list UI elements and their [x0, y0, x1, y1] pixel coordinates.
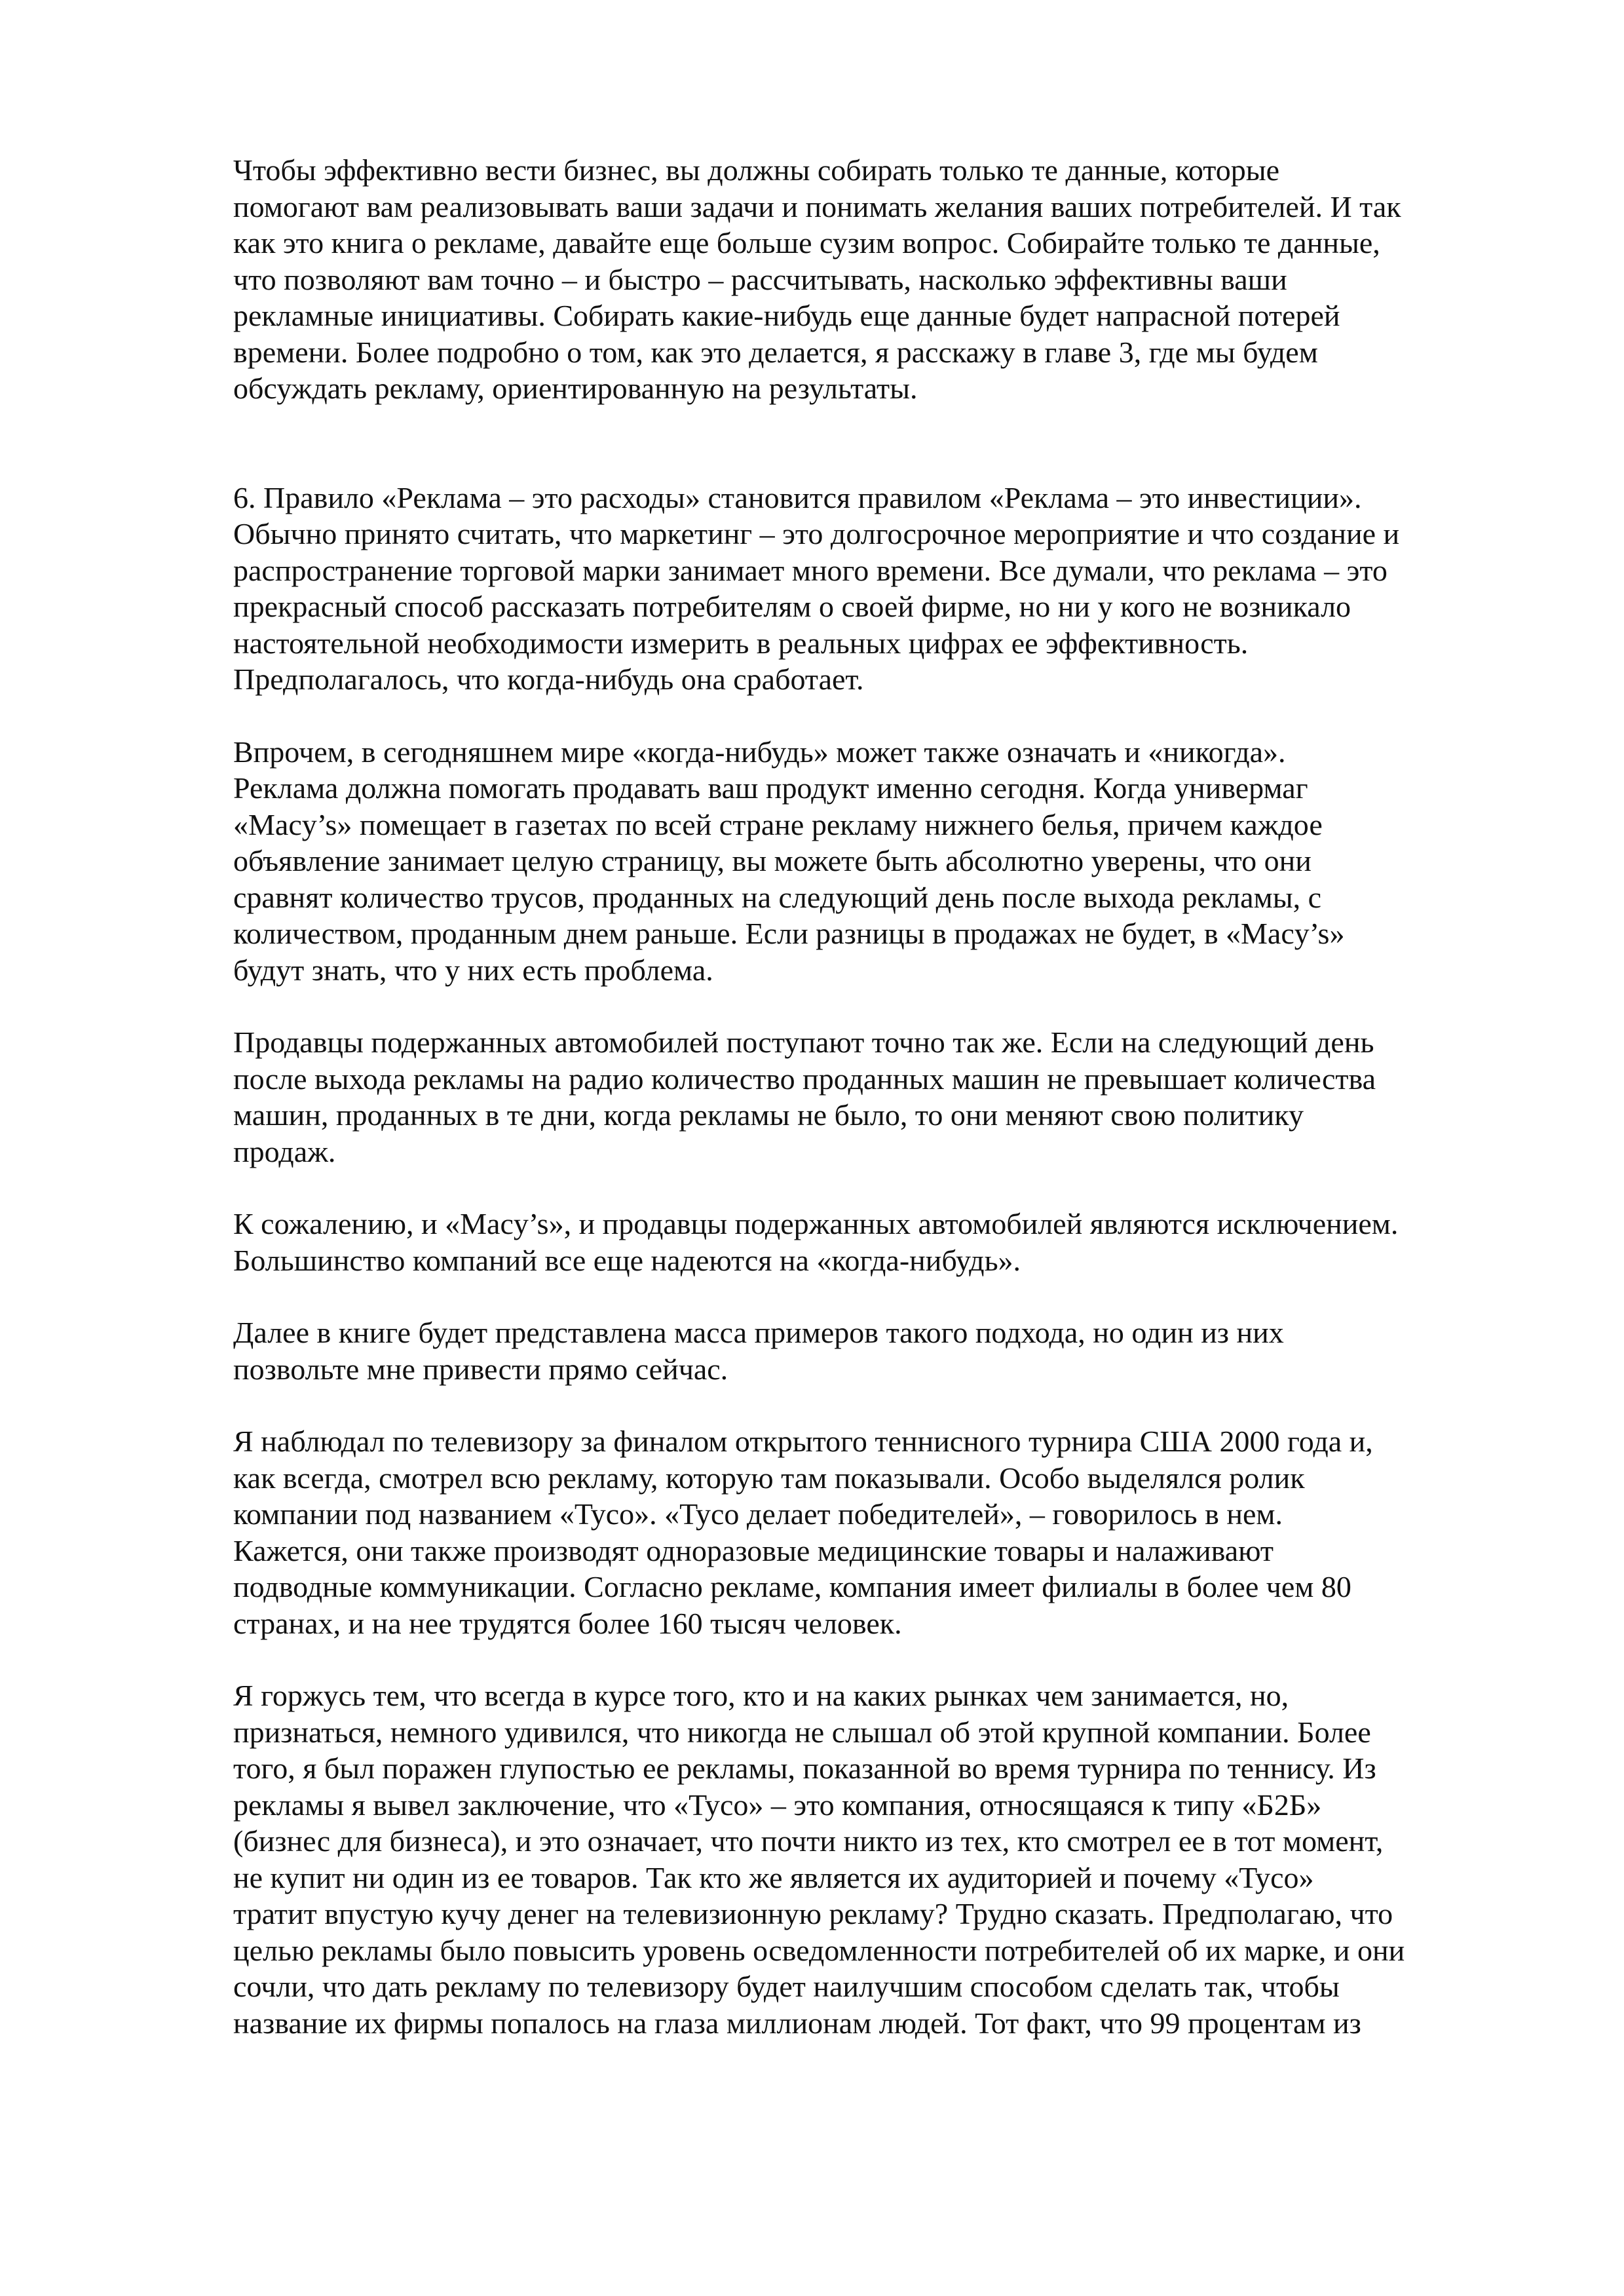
paragraph-someday	[233, 734, 1534, 989]
text-line: рекламы я вывел заключение, что «Tyco» – это компания, относящаяся к типу «Б2Б»	[233, 1788, 1322, 1822]
text-line: подводные коммуникации. Согласно рекламе, компания имеет филиалы в более чем 80	[233, 1570, 1351, 1603]
text-line: К сожалению, и «Macy’s», и продавцы подержанных автомобилей являются исключением.	[233, 1207, 1399, 1240]
text-line: Впрочем, в сегодняшнем мире «когда-нибудь» может также означать и «никогда».	[233, 735, 1286, 769]
text-line: Кажется, они также производят одноразовые медицинские товары и налаживают	[233, 1533, 1274, 1567]
text-line: времени. Более подробно о том, как это делается, я расскажу в главе 3, где мы будем	[233, 335, 1318, 369]
text-line: компании под названием «Tyco». «Tyco делает победителей», – говорилось в нем.	[233, 1497, 1283, 1531]
text-line: Обычно принято считать, что маркетинг – это долгосрочное мероприятие и что создание и	[233, 517, 1400, 550]
text-line: Продавцы подержанных автомобилей поступают точно так же. Если на следующий день	[233, 1025, 1374, 1059]
text-line: прекрасный способ рассказать потребителям о своей фирме, но ни у кого не возникало	[233, 590, 1351, 623]
text-line: название их фирмы попалось на глаза миллионам людей. Тот факт, что 99 процентам из	[233, 2006, 1361, 2040]
paragraph-examples	[233, 1314, 1534, 1387]
text-line: настоятельной необходимости измерить в реальных цифрах ее эффективность.	[233, 626, 1249, 660]
text-line: машин, проданных в те дни, когда рекламы не было, то они меняют свою политику	[233, 1098, 1304, 1132]
text-line: Я горжусь тем, что всегда в курсе того, кто и на каких рынках чем занимается, но,	[233, 1679, 1289, 1712]
paragraph-data-collection	[233, 152, 1534, 407]
text-line: Реклама должна помогать продавать ваш продукт именно сегодня. Когда универмаг	[233, 771, 1308, 805]
text-line: (бизнес для бизнеса), и это означает, что почти никто из тех, кто смотрел ее в тот момент,	[233, 1824, 1384, 1858]
text-line: количеством, проданным днем раньше. Если разницы в продажах не будет, в «Macy’s»	[233, 917, 1345, 950]
text-line: помогают вам реализовывать ваши задачи и понимать желания ваших потребителей. И так	[233, 189, 1401, 223]
text-line: позвольте мне привести прямо сейчас.	[233, 1352, 728, 1386]
text-line: как всегда, смотрел всю рекламу, которую там показывали. Особо выделялся ролик	[233, 1461, 1305, 1495]
text-line: распространение торговой марки занимает много времени. Все думали, что реклама – это	[233, 553, 1388, 587]
text-line: «Macy’s» помещает в газетах по всей стране рекламу нижнего белья, причем каждое	[233, 807, 1323, 841]
paragraph-exceptions	[233, 1206, 1534, 1278]
text-line: объявление занимает целую страницу, вы можете быть абсолютно уверены, что они	[233, 844, 1312, 877]
text-line: Большинство компаний все еще надеются на «когда-нибудь».	[233, 1243, 1021, 1277]
text-line: что позволяют вам точно – и быстро – рассчитывать, насколько эффективны ваши	[233, 262, 1287, 296]
paragraph-rule-6	[233, 480, 1534, 698]
text-line: после выхода рекламы на радио количество проданных машин не превышает количества	[233, 1062, 1376, 1096]
text-line: обсуждать рекламу, ориентированную на результаты.	[233, 372, 918, 405]
text-line: Далее в книге будет представлена масса примеров такого подхода, но один из них	[233, 1316, 1284, 1349]
text-line: не купит ни один из ее товаров. Так кто же является их аудиторией и почему «Tyco»	[233, 1860, 1314, 1894]
text-line: Предполагалось, что когда-нибудь она сработает.	[233, 662, 864, 696]
text-line: как это книга о рекламе, давайте еще больше сузим вопрос. Собирайте только те данные,	[233, 226, 1380, 259]
text-line: признаться, немного удивился, что никогда не слышал об этой крупной компании. Более	[233, 1715, 1371, 1749]
text-line: будут знать, что у них есть проблема.	[233, 953, 713, 987]
text-line: целью рекламы было повысить уровень осведомленности потребителей об их марке, и они	[233, 1933, 1405, 1967]
text-line: 6. Правило «Реклама – это расходы» становится правилом «Реклама – это инвестиции».	[233, 480, 1362, 514]
paragraph-tennis	[233, 1423, 1534, 1641]
text-line: тратит впустую кучу денег на телевизионную рекламу? Трудно сказать. Предполагаю, что	[233, 1897, 1393, 1930]
text-line: сочли, что дать рекламу по телевизору будет наилучшим способом сделать так, чтобы	[233, 1970, 1340, 2003]
text-line: Чтобы эффективно вести бизнес, вы должны собирать только те данные, которые	[233, 153, 1280, 187]
document-page	[233, 152, 1534, 2077]
text-line: того, я был поражен глупостью ее рекламы, показанной во время турнира по теннису. Из	[233, 1751, 1376, 1785]
text-line: рекламные инициативы. Собирать какие-нибудь еще данные будет напрасной потерей	[233, 299, 1340, 332]
text-line: продаж.	[233, 1134, 336, 1168]
text-line: странах, и на нее трудятся более 160 тысяч человек.	[233, 1606, 902, 1640]
paragraph-used-cars	[233, 1024, 1534, 1170]
paragraph-tyco	[233, 1677, 1534, 2041]
text-line: Я наблюдал по телевизору за финалом открытого теннисного турнира США 2000 года и,	[233, 1425, 1373, 1458]
text-line: сравнят количество трусов, проданных на следующий день после выхода рекламы, с	[233, 880, 1322, 914]
